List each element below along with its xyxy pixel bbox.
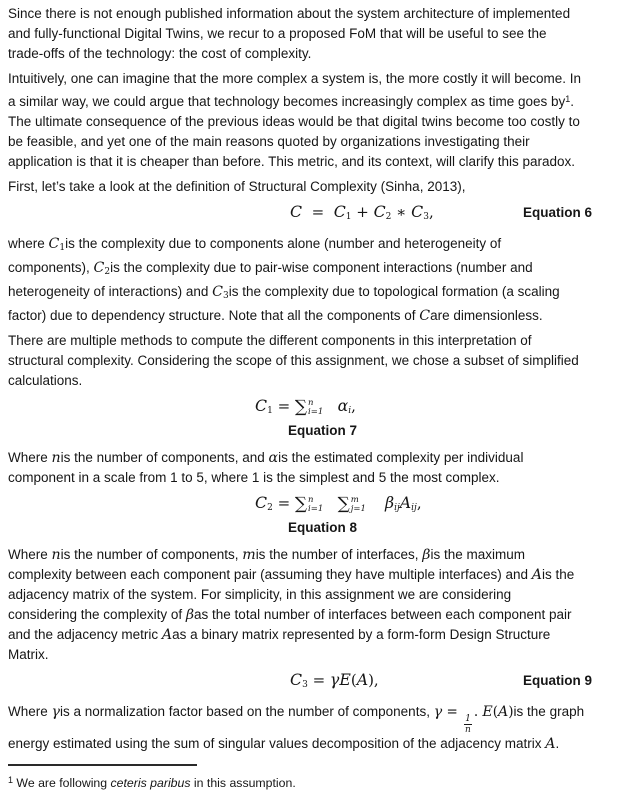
paragraph-c3-variables: Where γis a normalization factor based on the number of components, γ = $\frac{1}{n}$ . E(A)is the graph energy estimated using the sum of singular values decomposition of the adjacency matrix A. bbox=[8, 704, 585, 752]
equation-8-formula: C2 = ∑ n i=1 ∑ m j=1 βijAij, bbox=[255, 493, 422, 514]
equation-7-block bbox=[8, 396, 632, 441]
equation-9-formula: C3 = γE(A), bbox=[290, 670, 379, 690]
equation-6-label: Equation 6 bbox=[522, 205, 592, 220]
paragraph-complexity-intuition: Intuitively, one can imagine that the more complex a system is, the more costly it will become. In a similar way, we could argue that technology becomes increasingly complex as time goes $by^1$. The ultimate consequence of the previous ideas would be that digital twins become too costly to be feasible, and yet one of the main reasons quoted by organizations investigating their application is that it is cheaper than before. This metric, and its context, will clarify this paradox. bbox=[8, 71, 581, 169]
paragraph-c-components-definition: where C1is the complexity due to components alone (number and heterogeneity of components), C2is the complexity due to pair-wise component interactions (number and heterogeneity of interactions) and C3is the complexity due to topological formation (a scaling factor) due to dependency structure. Note that all the components of Care dimensionless. bbox=[8, 236, 560, 324]
equation-8-block bbox=[8, 493, 632, 538]
paragraph-multiple-methods: There are multiple methods to compute the different components in this interpretation of structural complexity. Considering the scope of this assignment, we chose a subset of simplified calculations. bbox=[8, 333, 579, 388]
equation-7-label: Equation 7 bbox=[288, 423, 358, 438]
paragraph-intro-fom: Since there is not enough published information about the system architecture of implemented and fully-functional Digital Twins, we recur to a proposed FoM that will be useful to see the trade-offs of the technology: the cost of complexity. bbox=[8, 6, 571, 61]
paragraph-c2-variables: Where nis the number of components, mis the number of interfaces, βis the maximum complexity between each component pair (assuming they have multiple interfaces) and Ais the adjacency matrix of the system. For simplicity, in this assignment we are considering considering the complexity of βas the total number of interfaces between each component pair and the adjacency metric Aas a binary matrix represented by a form-form Design Structure Matrix. bbox=[8, 547, 575, 662]
equation-9-label: Equation 9 bbox=[522, 673, 592, 688]
equation-6-formula: C = C1 + C2 ∗ C3, bbox=[290, 202, 434, 222]
footnote-separator-rule bbox=[8, 764, 197, 766]
equation-8-label: Equation 8 bbox=[288, 520, 358, 535]
paragraph-c1-variables: Where nis the number of components, and αis the estimated complexity per individual component in a scale from 1 to 5, where 1 is the simplest and 5 the most complex. bbox=[8, 450, 524, 485]
footnote-text: $^1$ We are following ceteris paribus in this assumption. bbox=[8, 775, 296, 790]
equation-7-formula: C1 = ∑ n i=1 αi, bbox=[255, 396, 356, 417]
footnote-area bbox=[8, 764, 632, 791]
equation-6-block bbox=[8, 202, 632, 227]
paragraph-structural-complexity-intro: First, let’s take a look at the definition of Structural Complexity (Sinha, 2013), bbox=[8, 179, 466, 194]
equation-9-block bbox=[8, 670, 632, 695]
